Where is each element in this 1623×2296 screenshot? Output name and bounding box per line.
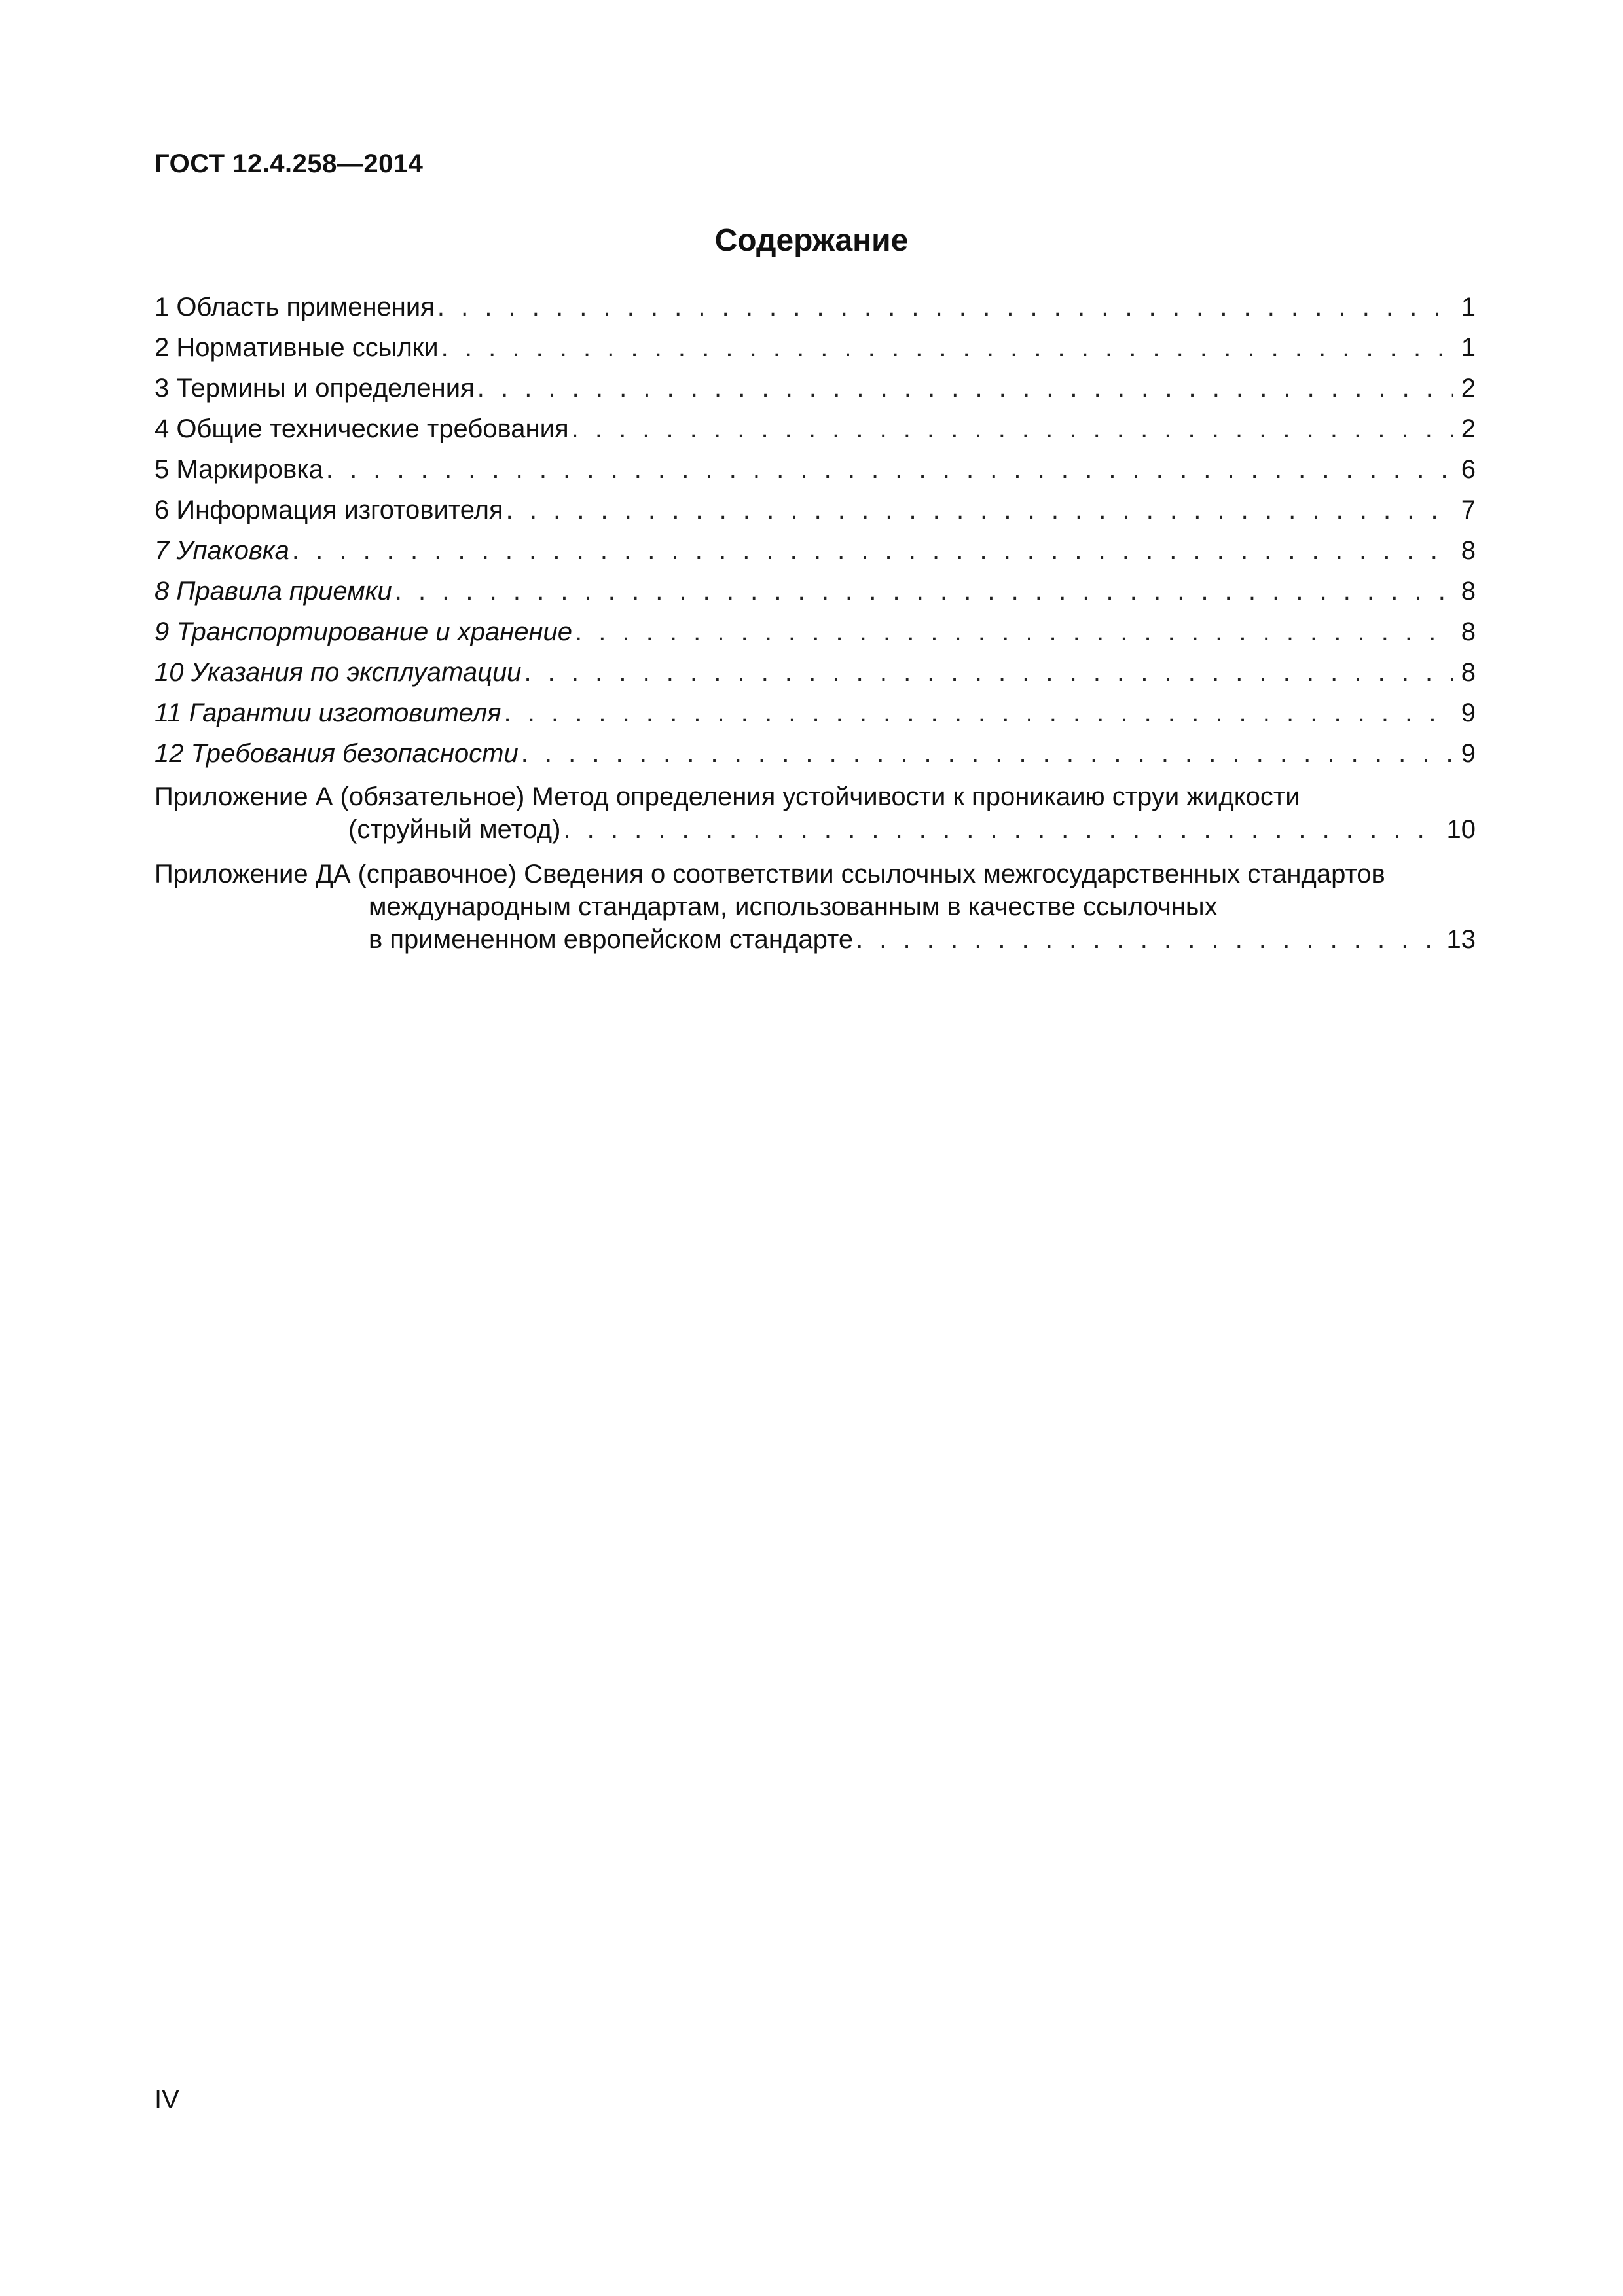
annex-a-title-line: Приложение А (обязательное) Метод определения устойчивости к проникаию струи жидкости [155, 782, 1300, 811]
dot-leader [506, 494, 1453, 526]
dot-leader [575, 616, 1453, 647]
toc-entry[interactable] [155, 413, 1476, 454]
toc-entry-page: 2 [1461, 374, 1476, 403]
toc-entry-label: 4 Общие технические требования [155, 414, 569, 443]
annex-da-title-line: международным стандартам, использованным в качестве ссылочных [369, 892, 1218, 921]
toc-entry-label: 7 Упаковка [155, 536, 289, 565]
toc-annex-da[interactable] [155, 858, 1476, 964]
toc-entry[interactable] [155, 738, 1476, 778]
toc-entry-page: 8 [1461, 536, 1476, 565]
dot-leader [563, 814, 1438, 845]
toc-entry-page: 8 [1461, 658, 1476, 687]
annex-da-title-line: Приложение ДА (справочное) Сведения о соответствии ссылочных межгосударственных стандартов [155, 860, 1385, 888]
annex-da-continuation [155, 924, 1476, 957]
dot-leader [292, 535, 1453, 566]
toc-entry[interactable] [155, 657, 1476, 697]
toc-annex-a[interactable] [155, 781, 1476, 856]
toc-entry-label: 2 Нормативные ссылки [155, 333, 439, 362]
toc-title: Содержание [714, 223, 909, 258]
toc-entry-label: 9 Транспортирование и хранение [155, 617, 573, 646]
dot-leader [856, 924, 1438, 955]
toc-entry-label: 10 Указания по эксплуатации [155, 658, 522, 687]
toc-entry[interactable] [155, 535, 1476, 575]
toc-entry-page: 10 [1446, 815, 1476, 844]
toc-entry-label: 11 Гарантии изготовителя [155, 699, 501, 727]
toc-entry-label: 6 Информация изготовителя [155, 496, 503, 524]
toc-entry-page: 1 [1461, 333, 1476, 362]
dot-leader [572, 413, 1453, 445]
dot-leader [524, 657, 1453, 688]
dot-leader [395, 575, 1453, 607]
document-code: ГОСТ 12.4.258—2014 [155, 149, 424, 178]
toc-entry[interactable] [155, 373, 1476, 413]
annex-da-title-line: в примененном европейском стандарте [369, 925, 854, 954]
toc-entry-page: 7 [1461, 496, 1476, 524]
toc-entry[interactable] [155, 575, 1476, 616]
dot-leader [521, 738, 1453, 769]
toc-entry[interactable] [155, 616, 1476, 657]
toc-entry-page: 8 [1461, 577, 1476, 606]
toc-entry-label: 12 Требования безопасности [155, 739, 519, 768]
toc-entry-label: 8 Правила приемки [155, 577, 392, 606]
toc-entry-page: 13 [1446, 925, 1476, 954]
toc-entry[interactable] [155, 494, 1476, 535]
annex-a-continuation [155, 814, 1476, 847]
toc-entry[interactable] [155, 332, 1476, 373]
toc-entry-label: 3 Термины и определения [155, 374, 475, 403]
toc-entry[interactable] [155, 291, 1476, 332]
annex-a-title-line: (струйный метод) [348, 815, 561, 844]
toc-entry-page: 1 [1461, 293, 1476, 321]
table-of-contents [155, 291, 1476, 964]
dot-leader [437, 291, 1453, 323]
page-number: IV [155, 2085, 179, 2114]
toc-entry-page: 8 [1461, 617, 1476, 646]
dot-leader [504, 697, 1453, 729]
toc-entry-page: 2 [1461, 414, 1476, 443]
dot-leader [441, 332, 1453, 363]
toc-entry-label: 1 Область применения [155, 293, 435, 321]
toc-entry-label: 5 Маркировка [155, 455, 323, 484]
toc-entry[interactable] [155, 697, 1476, 738]
dot-leader [477, 373, 1453, 404]
toc-entry[interactable] [155, 454, 1476, 494]
dot-leader [326, 454, 1453, 485]
toc-entry-page: 9 [1461, 739, 1476, 768]
toc-entry-page: 6 [1461, 455, 1476, 484]
toc-entry-page: 9 [1461, 699, 1476, 727]
